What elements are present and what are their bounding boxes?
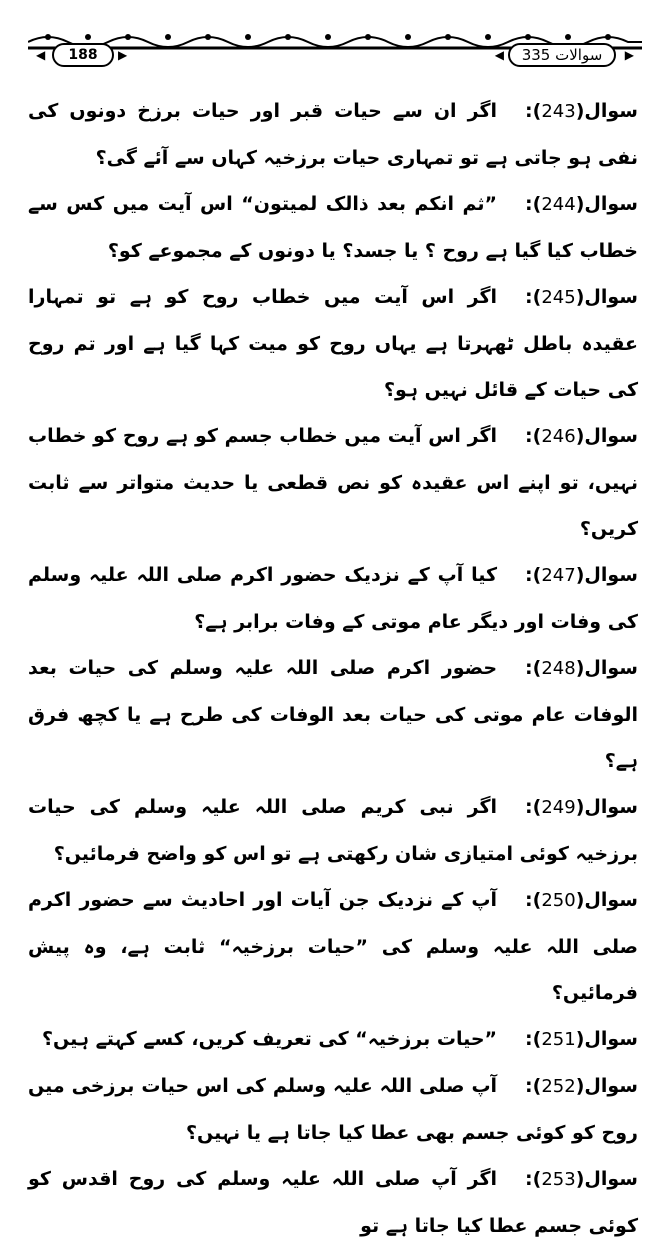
question-label: سوال(252): bbox=[525, 1075, 638, 1097]
question-text: ”ثم انکم بعد ذالک لمیتون“ اس آیت میں کس سے خطاب کیا گیا ہے روح ؟ یا جسد؟ یا دونوں کے مجموعے کو؟ bbox=[28, 193, 638, 262]
question-item bbox=[28, 181, 638, 274]
question-item bbox=[28, 413, 638, 552]
book-title: 335 سوالات bbox=[508, 43, 616, 67]
page-header bbox=[28, 43, 642, 73]
question-text: اگر ان سے حیات قبر اور حیات برزخ دونوں کی نفی ہو جاتی ہے تو تمہاری حیات برزخیہ کہاں سے آئے گی؟ bbox=[28, 100, 638, 169]
question-label: سوال(246): bbox=[525, 425, 638, 447]
question-text: آپ صلی اللہ علیہ وسلم کی اس حیات برزخی میں روح کو کوئی جسم بھی عطا کیا جاتا ہے یا نہیں؟ bbox=[28, 1075, 638, 1144]
question-text: آپ کے نزدیک جن آیات اور احادیث سے حضور اکرم صلی اللہ علیہ وسلم کی ”حیات برزخیہ“ ثابت ہے، وہ پیش فرمائیں؟ bbox=[28, 889, 638, 1004]
question-item bbox=[28, 88, 638, 181]
question-label: سوال(253): bbox=[525, 1168, 638, 1190]
left-arrow-icon: ◀ bbox=[36, 48, 46, 62]
question-item bbox=[28, 1016, 638, 1063]
left-arrow-icon: ◀ bbox=[494, 48, 504, 62]
question-item bbox=[28, 552, 638, 645]
question-label: سوال(247): bbox=[525, 564, 638, 586]
question-label: سوال(251): bbox=[525, 1028, 638, 1050]
question-item bbox=[28, 877, 638, 1016]
question-text: ”حیات برزخیہ“ کی تعریف کریں، کسے کہتے ہیں؟ bbox=[41, 1028, 498, 1050]
question-item bbox=[28, 645, 638, 784]
question-label: سوال(244): bbox=[525, 193, 638, 215]
question-text: اگر نبی کریم صلی اللہ علیہ وسلم کی حیات برزخیہ کوئی امتیازی شان رکھتی ہے تو اس کو واضح فرمائیں؟ bbox=[28, 796, 638, 865]
question-text: اگر آپ صلی اللہ علیہ وسلم کی روح اقدس کو کوئی جسم عطا کیا جاتا ہے تو bbox=[28, 1168, 638, 1237]
question-text: اگر اس آیت میں خطاب روح کو ہے تو تمہارا عقیدہ باطل ٹھہرتا ہے یہاں روح کو میت کہا گیا ہے اور تم روح کی حیات کے قائل نہیں ہو؟ bbox=[28, 286, 638, 401]
question-label: سوال(248): bbox=[525, 657, 638, 679]
question-item bbox=[28, 784, 638, 877]
question-item bbox=[28, 1063, 638, 1156]
question-label: سوال(249): bbox=[525, 796, 638, 818]
right-arrow-icon: ▶ bbox=[118, 48, 128, 62]
question-text: کیا آپ کے نزدیک حضور اکرم صلی اللہ علیہ وسلم کی وفات اور دیگر عام موتی کے وفات برابر ہے؟ bbox=[28, 564, 638, 633]
question-item bbox=[28, 274, 638, 413]
question-label: سوال(243): bbox=[525, 100, 638, 122]
question-label: سوال(245): bbox=[525, 286, 638, 308]
question-text: اگر اس آیت میں خطاب جسم کو ہے روح کو خطاب نہیں، تو اپنے اس عقیدہ کو نص قطعی یا حدیث متواتر سے ثابت کریں؟ bbox=[28, 425, 638, 540]
question-text: حضور اکرم صلی اللہ علیہ وسلم کی حیات بعد الوفات عام موتی کی حیات بعد الوفات کی طرح ہے یا کچھ فرق ہے؟ bbox=[28, 657, 638, 772]
questions-list bbox=[28, 88, 638, 1249]
page-number: 188 bbox=[52, 43, 114, 67]
right-arrow-icon: ▶ bbox=[624, 48, 634, 62]
question-label: سوال(250): bbox=[525, 889, 638, 911]
question-item bbox=[28, 1156, 638, 1249]
